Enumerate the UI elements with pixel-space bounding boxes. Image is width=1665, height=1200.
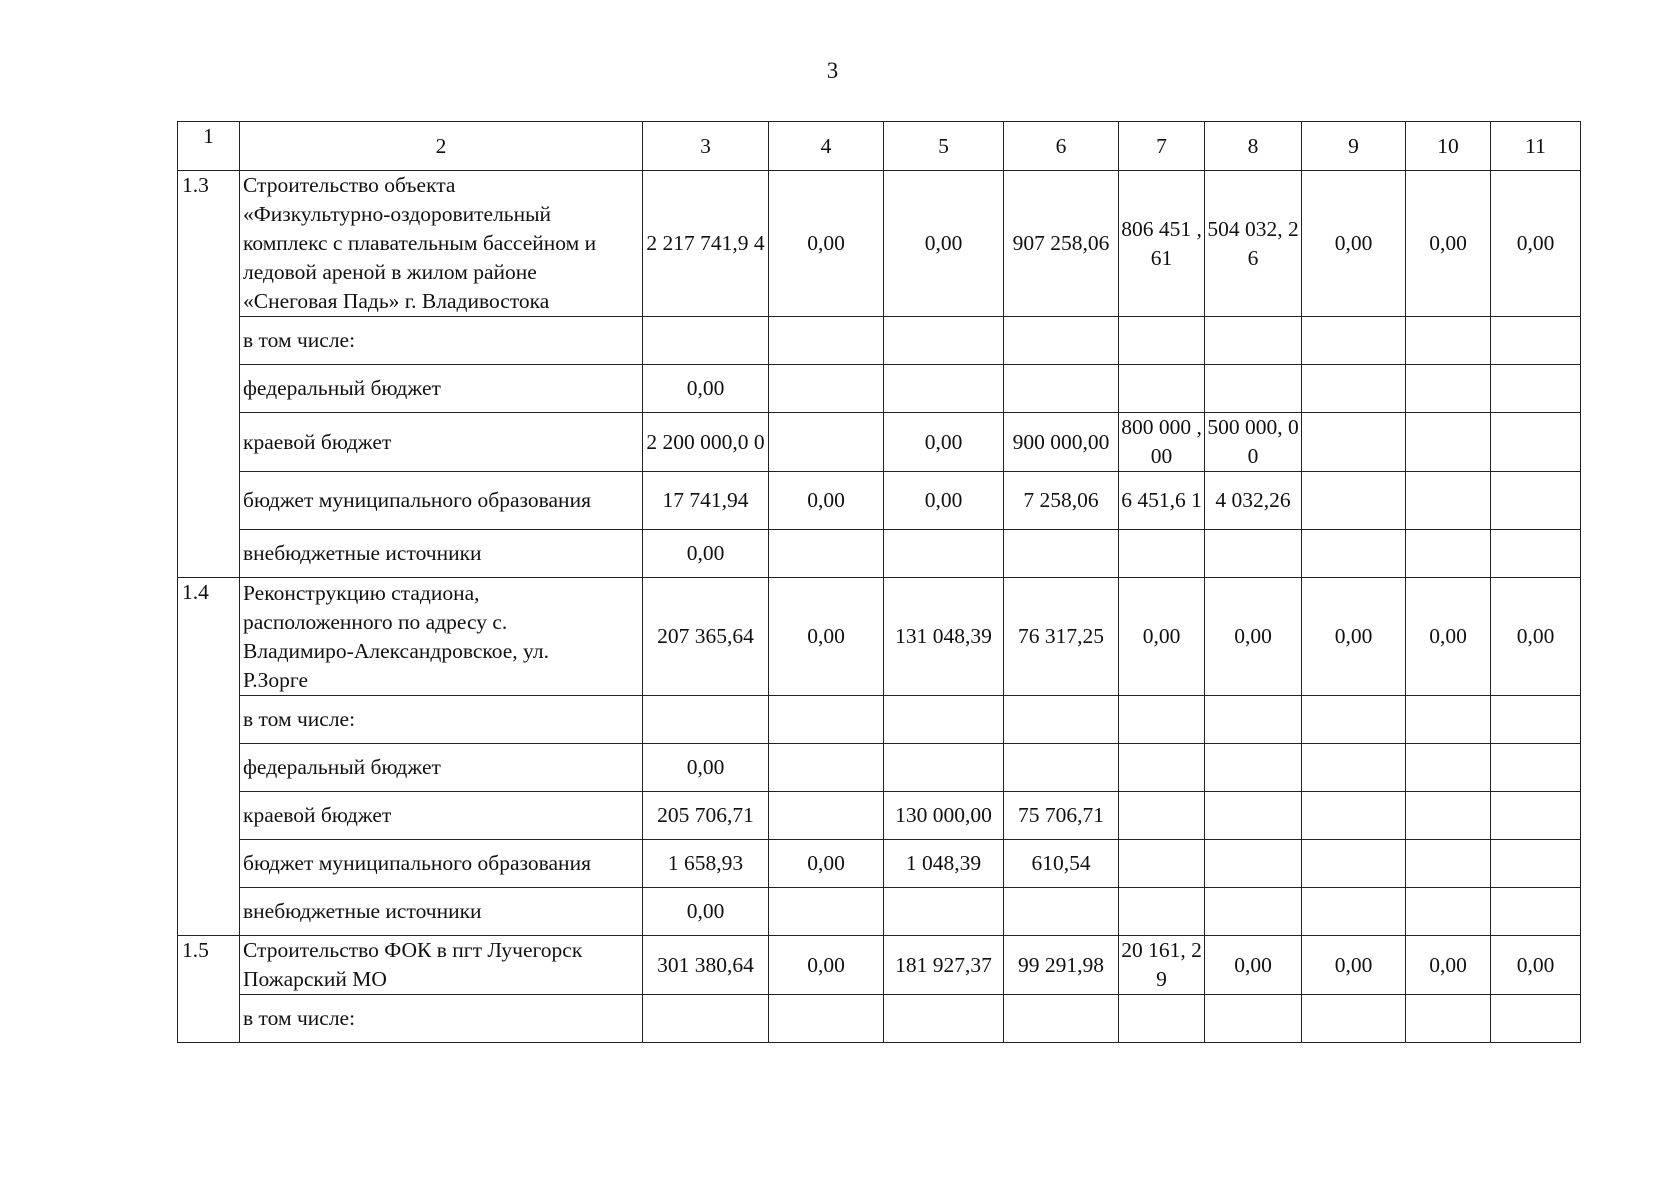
value-cell bbox=[884, 696, 1004, 744]
section-title-line: Пожарский МО bbox=[243, 967, 387, 991]
value-cell bbox=[1491, 365, 1581, 413]
value-cell bbox=[884, 365, 1004, 413]
value-cell: 0,00 bbox=[884, 472, 1004, 530]
value-cell: 610,54 bbox=[1004, 840, 1119, 888]
value-cell bbox=[769, 696, 884, 744]
value-cell: 2 217 741,9 4 bbox=[643, 171, 769, 317]
header-cell: 4 bbox=[769, 122, 884, 171]
section-row bbox=[178, 171, 1581, 317]
header-cell: 9 bbox=[1302, 122, 1406, 171]
value-cell bbox=[1406, 744, 1491, 792]
value-cell bbox=[1302, 744, 1406, 792]
value-cell bbox=[1302, 413, 1406, 472]
value-cell bbox=[1119, 365, 1205, 413]
budget-table bbox=[177, 121, 1581, 1043]
section-title-line: Владимиро-Александровское, ул. bbox=[243, 638, 549, 663]
value-cell: 806 451 ,61 bbox=[1119, 171, 1205, 317]
value-cell bbox=[1302, 696, 1406, 744]
value-cell: 0,00 bbox=[1491, 936, 1581, 995]
value-cell: 0,00 bbox=[1302, 578, 1406, 696]
value-cell bbox=[884, 888, 1004, 936]
value-cell bbox=[1004, 696, 1119, 744]
value-cell: 17 741,94 bbox=[643, 472, 769, 530]
section-title bbox=[240, 171, 643, 317]
header-row bbox=[178, 122, 1581, 171]
header-cell: 8 bbox=[1205, 122, 1302, 171]
value-cell: 0,00 bbox=[1491, 578, 1581, 696]
value-cell bbox=[769, 317, 884, 365]
value-cell: 75 706,71 bbox=[1004, 792, 1119, 840]
value-cell: 500 000, 00 bbox=[1205, 413, 1302, 472]
page-number: 3 bbox=[826, 58, 839, 83]
value-cell bbox=[1205, 995, 1302, 1043]
value-cell bbox=[1119, 696, 1205, 744]
value-cell bbox=[1004, 317, 1119, 365]
value-cell: 130 000,00 bbox=[884, 792, 1004, 840]
section-title-line: расположенного по адресу с. bbox=[243, 609, 508, 634]
value-cell: 301 380,64 bbox=[643, 936, 769, 995]
subrow-label: в том числе: bbox=[240, 995, 643, 1043]
subrow bbox=[178, 317, 1581, 365]
value-cell: 0,00 bbox=[643, 744, 769, 792]
value-cell bbox=[769, 530, 884, 578]
value-cell: 0,00 bbox=[884, 413, 1004, 472]
value-cell: 181 927,37 bbox=[884, 936, 1004, 995]
subrow-label: внебюджетные источники bbox=[240, 530, 643, 578]
value-cell bbox=[1302, 888, 1406, 936]
value-cell bbox=[1119, 317, 1205, 365]
value-cell bbox=[1491, 530, 1581, 578]
value-cell: 0,00 bbox=[769, 578, 884, 696]
value-cell bbox=[1119, 744, 1205, 792]
subrow bbox=[178, 995, 1581, 1043]
value-cell: 0,00 bbox=[643, 365, 769, 413]
value-cell bbox=[1205, 530, 1302, 578]
value-cell bbox=[1119, 888, 1205, 936]
value-cell: 1 658,93 bbox=[643, 840, 769, 888]
value-cell: 205 706,71 bbox=[643, 792, 769, 840]
value-cell: 0,00 bbox=[1406, 171, 1491, 317]
value-cell bbox=[884, 744, 1004, 792]
value-cell bbox=[1205, 840, 1302, 888]
value-cell bbox=[1205, 317, 1302, 365]
value-cell bbox=[1205, 888, 1302, 936]
section-title-line: Строительство объекта bbox=[243, 173, 456, 197]
value-cell bbox=[1406, 365, 1491, 413]
value-cell: 0,00 bbox=[1205, 936, 1302, 995]
header-cell: 2 bbox=[240, 122, 643, 171]
value-cell bbox=[1004, 530, 1119, 578]
value-cell bbox=[884, 317, 1004, 365]
value-cell: 0,00 bbox=[1302, 171, 1406, 317]
value-cell bbox=[1205, 792, 1302, 840]
subrow-label: краевой бюджет bbox=[240, 413, 643, 472]
header-cell: 11 bbox=[1491, 122, 1581, 171]
subrow bbox=[178, 792, 1581, 840]
section-number: 1.4 bbox=[178, 578, 240, 936]
value-cell: 0,00 bbox=[643, 530, 769, 578]
value-cell: 504 032, 26 bbox=[1205, 171, 1302, 317]
value-cell: 800 000 ,00 bbox=[1119, 413, 1205, 472]
header-cell: 7 bbox=[1119, 122, 1205, 171]
value-cell: 900 000,00 bbox=[1004, 413, 1119, 472]
subrow-label: бюджет муниципального образования bbox=[240, 472, 643, 530]
section-title-line: Р.Зорге bbox=[243, 667, 308, 692]
subrow-label: федеральный бюджет bbox=[240, 744, 643, 792]
value-cell: 6 451,6 1 bbox=[1119, 472, 1205, 530]
value-cell bbox=[769, 365, 884, 413]
value-cell: 76 317,25 bbox=[1004, 578, 1119, 696]
section-title-line: «Физкультурно-оздоровительный bbox=[243, 202, 552, 226]
value-cell bbox=[1406, 696, 1491, 744]
section-title-line: Строительство ФОК в пгт Лучегорск bbox=[243, 938, 583, 962]
value-cell bbox=[1406, 995, 1491, 1043]
header-cell: 10 bbox=[1406, 122, 1491, 171]
subrow bbox=[178, 744, 1581, 792]
value-cell bbox=[1302, 317, 1406, 365]
value-cell bbox=[1119, 840, 1205, 888]
value-cell bbox=[884, 530, 1004, 578]
value-cell: 0,00 bbox=[1491, 171, 1581, 317]
value-cell bbox=[1491, 317, 1581, 365]
value-cell bbox=[643, 696, 769, 744]
value-cell bbox=[1406, 413, 1491, 472]
value-cell bbox=[643, 317, 769, 365]
value-cell bbox=[1004, 995, 1119, 1043]
section-title bbox=[240, 936, 643, 995]
value-cell: 4 032,26 bbox=[1205, 472, 1302, 530]
subrow-label: бюджет муниципального образования bbox=[240, 840, 643, 888]
value-cell: 907 258,06 bbox=[1004, 171, 1119, 317]
value-cell: 2 200 000,0 0 bbox=[643, 413, 769, 472]
subrow-label: в том числе: bbox=[240, 317, 643, 365]
value-cell: 0,00 bbox=[769, 472, 884, 530]
value-cell bbox=[1406, 888, 1491, 936]
section-title-line: ледовой ареной в жилом районе bbox=[243, 260, 537, 284]
value-cell bbox=[1205, 744, 1302, 792]
value-cell: 99 291,98 bbox=[1004, 936, 1119, 995]
subrow bbox=[178, 696, 1581, 744]
header-cell: 6 bbox=[1004, 122, 1119, 171]
value-cell: 0,00 bbox=[1119, 578, 1205, 696]
value-cell: 0,00 bbox=[1406, 936, 1491, 995]
value-cell bbox=[1302, 840, 1406, 888]
value-cell: 0,00 bbox=[1205, 578, 1302, 696]
value-cell bbox=[1119, 792, 1205, 840]
value-cell bbox=[1491, 840, 1581, 888]
value-cell: 131 048,39 bbox=[884, 578, 1004, 696]
value-cell: 0,00 bbox=[1302, 936, 1406, 995]
value-cell bbox=[1004, 888, 1119, 936]
value-cell: 0,00 bbox=[769, 171, 884, 317]
value-cell bbox=[1302, 530, 1406, 578]
subrow bbox=[178, 530, 1581, 578]
value-cell bbox=[1406, 317, 1491, 365]
value-cell bbox=[1119, 530, 1205, 578]
value-cell bbox=[1406, 840, 1491, 888]
section-row bbox=[178, 936, 1581, 995]
section-number: 1.3 bbox=[178, 171, 240, 578]
subrow-label: краевой бюджет bbox=[240, 792, 643, 840]
subrow-label: в том числе: bbox=[240, 696, 643, 744]
section-title bbox=[240, 578, 643, 696]
value-cell bbox=[1302, 995, 1406, 1043]
value-cell: 0,00 bbox=[1406, 578, 1491, 696]
value-cell bbox=[1205, 696, 1302, 744]
value-cell bbox=[1491, 472, 1581, 530]
value-cell bbox=[1205, 365, 1302, 413]
value-cell bbox=[1004, 365, 1119, 413]
value-cell bbox=[1491, 995, 1581, 1043]
value-cell: 0,00 bbox=[643, 888, 769, 936]
subrow bbox=[178, 472, 1581, 530]
value-cell bbox=[769, 792, 884, 840]
subrow bbox=[178, 365, 1581, 413]
value-cell bbox=[1406, 792, 1491, 840]
section-title-line: комплекс с плавательным бассейном и bbox=[243, 231, 597, 255]
value-cell bbox=[769, 744, 884, 792]
subrow-label: внебюджетные источники bbox=[240, 888, 643, 936]
value-cell bbox=[1491, 696, 1581, 744]
value-cell: 20 161, 29 bbox=[1119, 936, 1205, 995]
section-title-line: Реконструкцию стадиона, bbox=[243, 580, 480, 605]
value-cell: 0,00 bbox=[884, 171, 1004, 317]
value-cell bbox=[1491, 744, 1581, 792]
section-title-line: «Снеговая Падь» г. Владивостока bbox=[243, 289, 550, 313]
subrow bbox=[178, 413, 1581, 472]
value-cell bbox=[769, 995, 884, 1043]
value-cell bbox=[1119, 995, 1205, 1043]
value-cell bbox=[643, 995, 769, 1043]
value-cell bbox=[1302, 365, 1406, 413]
header-cell: 1 bbox=[178, 122, 240, 171]
value-cell bbox=[769, 888, 884, 936]
value-cell bbox=[1004, 744, 1119, 792]
value-cell: 207 365,64 bbox=[643, 578, 769, 696]
value-cell: 0,00 bbox=[769, 840, 884, 888]
value-cell bbox=[769, 413, 884, 472]
value-cell: 1 048,39 bbox=[884, 840, 1004, 888]
section-row bbox=[178, 578, 1581, 696]
value-cell bbox=[1406, 530, 1491, 578]
header-cell: 5 bbox=[884, 122, 1004, 171]
value-cell bbox=[1491, 413, 1581, 472]
section-number: 1.5 bbox=[178, 936, 240, 1043]
subrow-label: федеральный бюджет bbox=[240, 365, 643, 413]
value-cell: 7 258,06 bbox=[1004, 472, 1119, 530]
value-cell bbox=[884, 995, 1004, 1043]
value-cell bbox=[1302, 792, 1406, 840]
value-cell bbox=[1302, 472, 1406, 530]
header-cell: 3 bbox=[643, 122, 769, 171]
value-cell bbox=[1491, 888, 1581, 936]
value-cell bbox=[1406, 472, 1491, 530]
value-cell bbox=[1491, 792, 1581, 840]
subrow bbox=[178, 840, 1581, 888]
value-cell: 0,00 bbox=[769, 936, 884, 995]
subrow bbox=[178, 888, 1581, 936]
